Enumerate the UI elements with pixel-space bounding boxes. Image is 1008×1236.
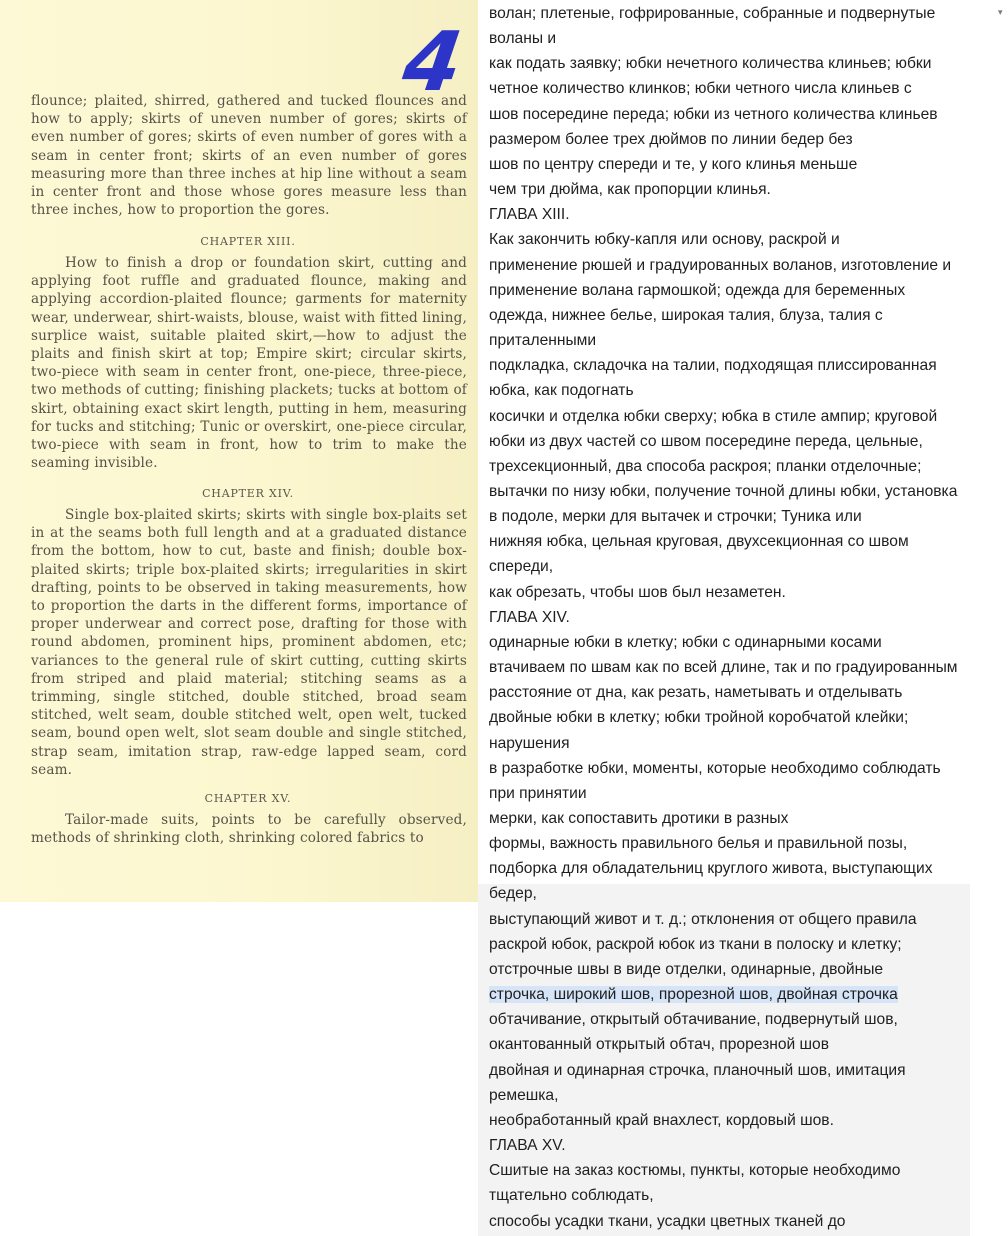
text-line[interactable] (489, 303, 991, 328)
chapter-13-text: How to finish a drop or foundation skirt, cutting and applying foot ruffle and graduated flounce, making and applying accordion-plaited flounce; garments for maternity wear, underwear, shirt-waists, blouse, waist with fitted lining, surplice waist, suitable plaited skirt,—how to adjust the plaits and finish skirt at top; Empire skirt; circular skirts, two-piece with seam in center front, one-piece, three-piece, two methods of cutting; finishing plackets; tucks at bottom of skirt, obtaining exact skirt length, putting in hem, measuring for tucks and stitching; Tunic or overskirt, one-piece circular, two-piece with seam in front, how to trim to make the seaming invisible. (31, 255, 467, 472)
text-line[interactable] (489, 504, 991, 529)
text-line-content: ГЛАВА XIII. (489, 206, 570, 224)
text-line-content: как обрезать, чтобы шов был незаметен. (489, 583, 786, 601)
text-line[interactable] (489, 756, 991, 781)
text-line-content: строчка, широкий шов, прорезной шов, двойная строчка (489, 986, 898, 1004)
text-line[interactable] (489, 429, 991, 454)
text-line-content: воланы и (489, 30, 557, 48)
text-line[interactable] (489, 353, 991, 378)
text-line[interactable] (489, 253, 991, 278)
text-line-content: юбки из двух частей со швом посередине переда, цельные, (489, 432, 923, 450)
text-line-content: подкладка, складочка на талии, подходящая плиссированная (489, 357, 937, 375)
text-line[interactable] (489, 1108, 991, 1133)
chapter-14-text: Single box-plaited skirts; skirts with single box-plaits set in at the seams both full length and at a graduated distance from the bottom, how to cut, baste and finish; double box-plaited skirts; triple box-plaited skirts; irregularities in skirt drafting, points to be observed in taking measurements, how to proportion the darts in the different forms, importance of proper underwear and correct pose, drafting for those with round abdomen, prominent hips, prominent abdomen, etc; variances to the general rule of skirt cutting, cutting skirts from striped and plaid material; stitching seams as a trimming, single stitched, double stitched, broad seam stitched, welt seam, double stitched welt, open welt, tucked seam, bound open welt, slot seam double and single stitched, strap seam, imitation strap, raw-edge lapped seam, cord seam. (31, 507, 467, 778)
text-line-content: юбка, как подогнать (489, 382, 634, 400)
text-line[interactable] (489, 932, 991, 957)
text-line[interactable] (489, 856, 991, 881)
text-line-content: выступающий живот и т. д.; отклонения от общего правила (489, 910, 917, 928)
text-line[interactable] (489, 127, 991, 152)
translated-text-lines[interactable] (489, 1, 991, 1234)
chapter-15-heading: CHAPTER XV. (204, 792, 292, 805)
text-line[interactable] (489, 328, 991, 353)
text-line[interactable] (489, 1083, 991, 1108)
scanned-book-page (0, 0, 478, 902)
text-line[interactable] (489, 605, 991, 630)
text-line-content: одинарные юбки в клетку; юбки с одинарными косами (489, 633, 882, 651)
text-line[interactable] (489, 454, 991, 479)
text-line[interactable] (489, 102, 991, 127)
text-line-content: применение волана гармошкой; одежда для беременных (489, 281, 906, 299)
text-line-content: двойные юбки в клетку; юбки тройной коробчатой клейки; (489, 709, 909, 727)
text-line-content: как подать заявку; юбки нечетного количества клиньев; юбки (489, 55, 932, 73)
text-line[interactable] (489, 1209, 991, 1234)
scan-paragraph-intro: flounce; plaited, shirred, gathered and tucked flounces and how to apply; skirts of uneven number of gores; skirts of even number of gores; skirts of even number of gores with a seam in center front; skirts of an even number of gores measuring more than three inches at hip line without a seam in center front and those whose gores measure less than three inches, how to proportion the gores. (31, 93, 467, 219)
text-line-content: отстрочные швы в виде отделки, одинарные, двойные (489, 960, 884, 978)
text-line[interactable] (489, 680, 991, 705)
text-line-content: шов по центру спереди и те, у кого клинья меньше (489, 155, 858, 173)
text-line[interactable] (489, 957, 991, 982)
text-line[interactable] (489, 705, 991, 730)
text-line-content: приталенными (489, 332, 597, 350)
translation-text-panel[interactable] (478, 0, 1008, 1236)
text-line-content: ГЛАВА XV. (489, 1137, 566, 1155)
text-line[interactable] (489, 1058, 991, 1083)
text-line-content: раскрой юбок, раскрой юбок из ткани в полоску и клетку; (489, 935, 902, 953)
text-line-content: в разработке юбки, моменты, которые необходимо соблюдать (489, 759, 941, 777)
text-line-content: спереди, (489, 558, 554, 576)
text-line-content: Сшитые на заказ костюмы, пункты, которые необходимо (489, 1162, 901, 1180)
text-line-content: одежда, нижнее белье, широкая талия, блуза, талия с (489, 306, 883, 324)
text-line-content: мерки, как сопоставить дротики в разных (489, 810, 789, 827)
text-line[interactable] (489, 26, 991, 51)
text-line[interactable] (489, 580, 991, 605)
text-line[interactable] (489, 982, 991, 1007)
text-line[interactable] (489, 1158, 991, 1183)
text-line-content: чем три дюйма, как пропорции клинья. (489, 181, 771, 199)
text-line[interactable] (489, 1183, 991, 1208)
text-line[interactable] (489, 51, 991, 76)
text-line[interactable] (489, 177, 991, 202)
text-line[interactable] (489, 152, 991, 177)
text-line-content: подборка для обладательниц круглого живота, выступающих (489, 860, 933, 878)
text-line-content: применение рюшей и градуированных воланов, изготовление и (489, 256, 952, 274)
text-line[interactable] (489, 1133, 991, 1158)
text-line-content: шов посередине переда; юбки из четного количества клиньев (489, 105, 938, 123)
text-line[interactable] (489, 202, 991, 227)
text-line[interactable] (489, 655, 991, 680)
text-line-content: Как закончить юбку-капля или основу, раскрой и (489, 231, 840, 249)
text-line[interactable] (489, 479, 991, 504)
text-line[interactable] (489, 378, 991, 403)
scroll-up-arrow-icon[interactable]: ▾ (998, 8, 1003, 18)
text-line-content: нижняя юбка, цельная круговая, двухсекционная со швом (489, 533, 909, 551)
text-line[interactable] (489, 278, 991, 303)
text-line-content: способы усадки ткани, усадки цветных тканей до (489, 1212, 846, 1230)
text-line-content: размером более трех дюймов по линии бедер без (489, 130, 853, 148)
text-line-content: при принятии (489, 784, 587, 802)
text-line-content: в подоле, мерки для вытачек и строчки; Туника или (489, 508, 862, 526)
text-line[interactable] (489, 781, 991, 806)
text-line-content: косички и отделка юбки сверху; юбка в стиле ампир; круговой (489, 407, 938, 425)
text-line[interactable] (489, 76, 991, 101)
chapter-15-text: Tailor-made suits, points to be carefully observed, methods of shrinking cloth, shrinking colored fabrics to (31, 812, 467, 847)
text-line[interactable] (489, 404, 991, 429)
text-line-content: окантованный открытый обтач, прорезной шов (489, 1036, 830, 1054)
text-line-content: двойная и одинарная строчка, планочный шов, имитация (489, 1061, 906, 1079)
text-line-content: тщательно соблюдать, (489, 1187, 654, 1205)
text-line[interactable] (489, 227, 991, 252)
text-line[interactable] (489, 907, 991, 932)
text-line-content: бедер, (489, 885, 537, 903)
text-line-content: расстояние от дна, как резать, наметывать и отделывать (489, 684, 903, 702)
page-number: 4 (397, 15, 468, 110)
text-line-content: втачиваем по швам как по всей длине, так и по градуированным (489, 659, 958, 677)
text-line[interactable] (489, 1032, 991, 1057)
text-line-content: необработанный край внахлест, кордовый шов. (489, 1111, 834, 1129)
chapter-14-heading: CHAPTER XIV. (202, 487, 294, 500)
text-line[interactable] (489, 731, 991, 756)
text-line-content: волан; плетеные, гофрированные, собранные и подвернутые (489, 5, 936, 22)
text-line-content: вытачки по низу юбки, получение точной длины юбки, установка (489, 482, 958, 500)
text-line-content: нарушения (489, 734, 570, 752)
text-line[interactable] (489, 529, 991, 554)
text-line[interactable] (489, 1, 991, 26)
text-line[interactable] (489, 806, 991, 831)
text-line-content: ГЛАВА XIV. (489, 608, 570, 626)
text-line-content: формы, важность правильного белья и правильной позы, (489, 835, 908, 853)
text-line-content: обтачивание, открытый обтачивание, подвернутый шов, (489, 1011, 898, 1029)
text-line-content: ремешка, (489, 1086, 559, 1104)
text-line[interactable] (489, 831, 991, 856)
text-line-content: трехсекционный, два способа раскроя; планки отделочные; (489, 457, 922, 475)
text-line[interactable] (489, 881, 991, 906)
chapter-13-heading: CHAPTER XIII. (200, 235, 296, 248)
text-line-content: четное количество клинков; юбки четного числа клиньев с (489, 80, 912, 98)
text-line[interactable] (489, 630, 991, 655)
text-line[interactable] (489, 1007, 991, 1032)
text-line[interactable] (489, 554, 991, 579)
